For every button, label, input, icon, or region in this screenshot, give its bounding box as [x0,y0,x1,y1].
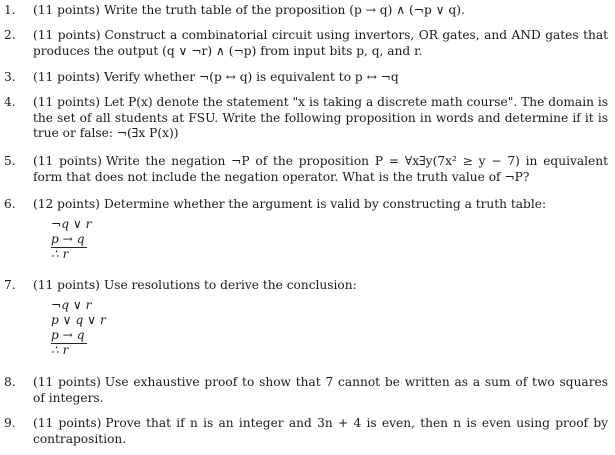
argument-7 [47,298,608,358]
question-number: 5. [4,154,16,168]
question-text: Write the truth table of the proposition (p → q) ∧ (¬p ∨ q). [103,3,465,17]
question-3 [4,70,608,86]
question-points: (11 points) [33,375,101,389]
last-premise: p → q [51,231,85,246]
question-2 [4,28,608,59]
question-text: Let P(x) denote the statement "x is taking a discrete math course". The domain is the set of all students at FSU. Write the following proposition in words and determine if it is true or false: ¬(∃x P(x)) [33,95,609,140]
question-points: (11 points) [33,70,100,84]
question-points: (11 points) [33,278,100,292]
question-number: 4. [4,95,16,109]
premise: ¬q ∨ r [51,216,92,231]
premise: p ∨ q ∨ r [51,312,106,327]
question-points: (11 points) [33,154,102,168]
question-text: Write the negation ¬P of the proposition P = ∀x∃y(7x² ≥ y − 7) in equivalent form that does not include the negation operator. What is the truth value of ¬P? [33,154,608,184]
premise: ¬q ∨ r [51,297,92,312]
question-text: Construct a combinatorial circuit using invertors, OR gates, and AND gates that produces the output (q ∨ ¬r) ∧ (¬p) from input bits p, q, and r. [33,28,608,58]
question-number: 6. [4,197,16,211]
question-text: Determine whether the argument is valid by constructing a truth table: [103,197,547,211]
question-number: 8. [4,375,16,389]
question-number: 7. [4,278,16,292]
question-7 [4,278,608,358]
question-9 [4,416,608,447]
question-text: Use exhaustive proof to show that 7 cannot be written as a sum of two squares of integers. [33,375,608,405]
question-1 [4,3,608,19]
question-number: 3. [4,70,16,84]
question-8 [4,375,608,406]
question-number: 2. [4,28,16,42]
question-5 [4,154,608,185]
question-points: (11 points) [33,28,101,42]
question-points: (11 points) [33,3,100,17]
question-number: 9. [4,416,16,430]
question-points: (11 points) [33,416,102,430]
question-4 [4,95,608,142]
question-text: Prove that if n is an integer and 3n + 4 is even, then n is even using proof by contraposition. [33,416,608,446]
argument-6 [47,217,608,262]
question-points: (11 points) [33,95,100,109]
question-text: Use resolutions to derive the conclusion: [103,278,357,292]
question-text: Verify whether ¬(p ↔ q) is equivalent to p ↔ ¬q [103,70,399,84]
question-number: 1. [4,3,16,17]
question-6 [4,197,608,262]
conclusion: ∴ r [51,246,69,261]
conclusion: ∴ r [51,342,69,357]
question-points: (12 points) [33,197,100,211]
last-premise: p → q [51,327,85,342]
